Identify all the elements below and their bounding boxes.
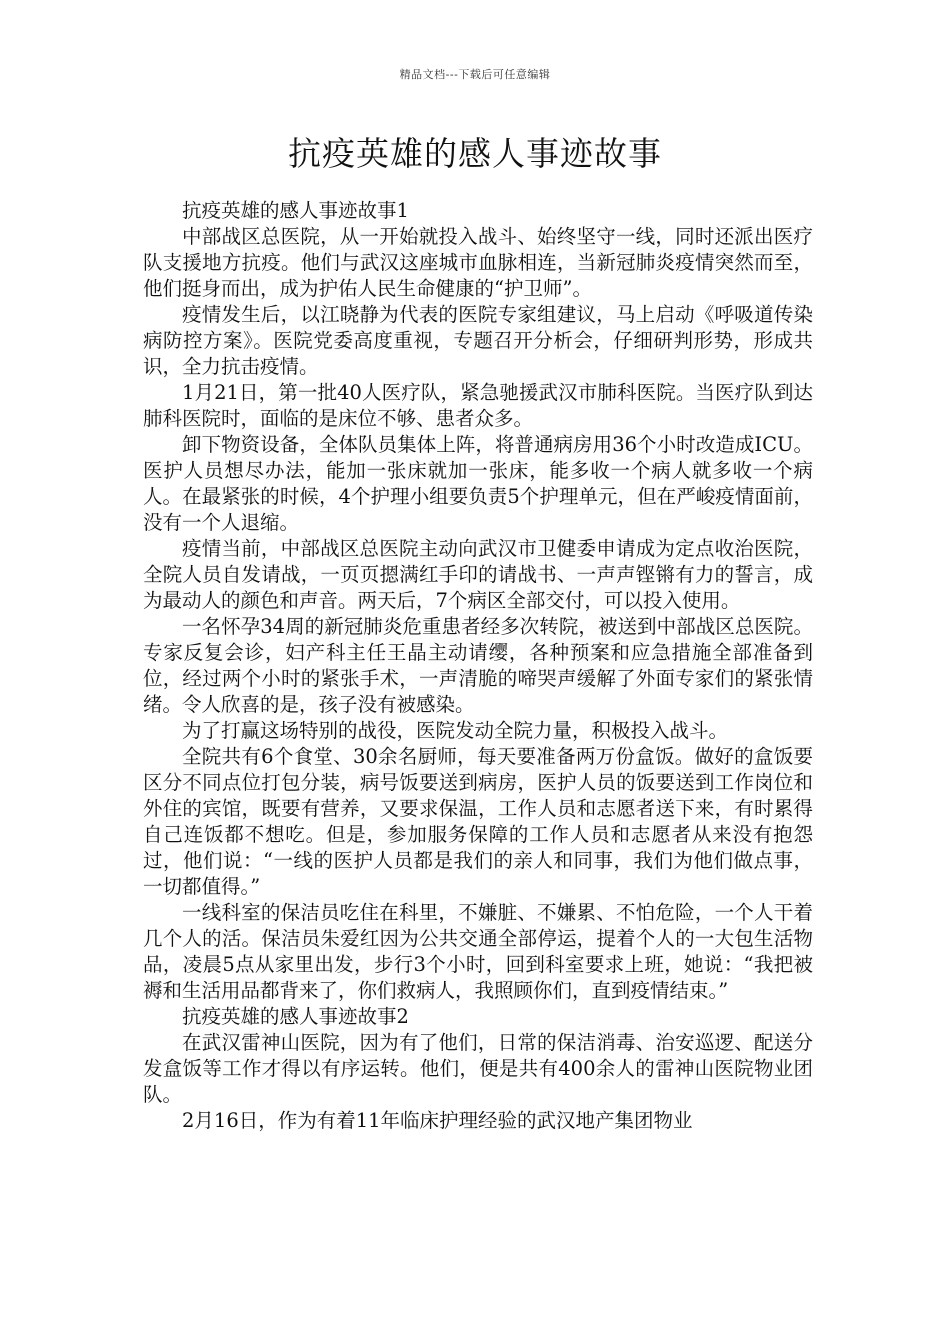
- paragraph: 一名怀孕34周的新冠肺炎危重患者经多次转院，被送到中部战区总医院。专家反复会诊，妇产科主任王晶主动请缨，各种预案和应急措施全部准备到位，经过两个小时的紧张手术，一声清脆的啼哭声缓解了外面专家们的紧张情绪。令人欣喜的是，孩子没有被感染。: [143, 615, 813, 716]
- document-body: [143, 198, 813, 1134]
- paragraph: 卸下物资设备，全体队员集体上阵，将普通病房用36个小时改造成ICU。医护人员想尽办法，能加一张床就加一张床，能多收一个病人就多收一个病人。在最紧张的时候，4个护理小组要负责5个护理单元，但在严峻疫情面前，没有一个人退缩。: [143, 433, 813, 534]
- paragraph: 疫情当前，中部战区总医院主动向武汉市卫健委申请成为定点收治医院，全院人员自发请战，一页页摁满红手印的请战书、一声声铿锵有力的誓言，成为最动人的颜色和声音。两天后，7个病区全部交付，可以投入使用。: [143, 537, 813, 612]
- paragraph: 疫情发生后，以江晓静为代表的医院专家组建议，马上启动《呼吸道传染病防控方案》。医院党委高度重视，专题召开分析会，仔细研判形势，形成共识，全力抗击疫情。: [143, 303, 813, 378]
- paragraph: 一线科室的保洁员吃住在科里，不嫌脏、不嫌累、不怕危险，一个人干着几个人的活。保洁员朱爱红因为公共交通全部停运，提着个人的一大包生活物品，凌晨5点从家里出发，步行3个小时，回到科室要求上班，她说：“我把被褥和生活用品都背来了，你们救病人，我照顾你们，直到疫情结束。”: [143, 901, 813, 1002]
- paragraph: 在武汉雷神山医院，因为有了他们，日常的保洁消毒、治安巡逻、配送分发盒饭等工作才得以有序运转。他们，便是共有400余人的雷神山医院物业团队。: [143, 1031, 813, 1106]
- header-note: 精品文档---下载后可任意编辑: [399, 68, 551, 81]
- paragraph: 全院共有6个食堂、30余名厨师，每天要准备两万份盒饭。做好的盒饭要区分不同点位打包分装，病号饭要送到病房，医护人员的饭要送到工作岗位和外住的宾馆，既要有营养，又要求保温，工作人员和志愿者送下来，有时累得自己连饭都不想吃。但是，参加服务保障的工作人员和志愿者从来没有抱怨过，他们说：“一线的医护人员都是我们的亲人和同事，我们为他们做点事，一切都值得。”: [143, 745, 813, 898]
- section-heading-1: 抗疫英雄的感人事迹故事1: [182, 199, 409, 222]
- section-heading-2: 抗疫英雄的感人事迹故事2: [182, 1005, 409, 1028]
- document-title: 抗疫英雄的感人事迹故事: [288, 134, 662, 173]
- paragraph: 2月16日，作为有着11年临床护理经验的武汉地产集团物业: [182, 1109, 693, 1132]
- paragraph: 为了打赢这场特别的战役，医院发动全院力量，积极投入战斗。: [182, 719, 729, 742]
- paragraph: 中部战区总医院，从一开始就投入战斗、始终坚守一线，同时还派出医疗队支援地方抗疫。他们与武汉这座城市血脉相连，当新冠肺炎疫情突然而至，他们挺身而出，成为护佑人民生命健康的“护卫师”。: [143, 225, 813, 300]
- paragraph: 1月21日，第一批40人医疗队，紧急驰援武汉市肺科医院。当医疗队到达肺科医院时，面临的是床位不够、患者众多。: [143, 381, 813, 430]
